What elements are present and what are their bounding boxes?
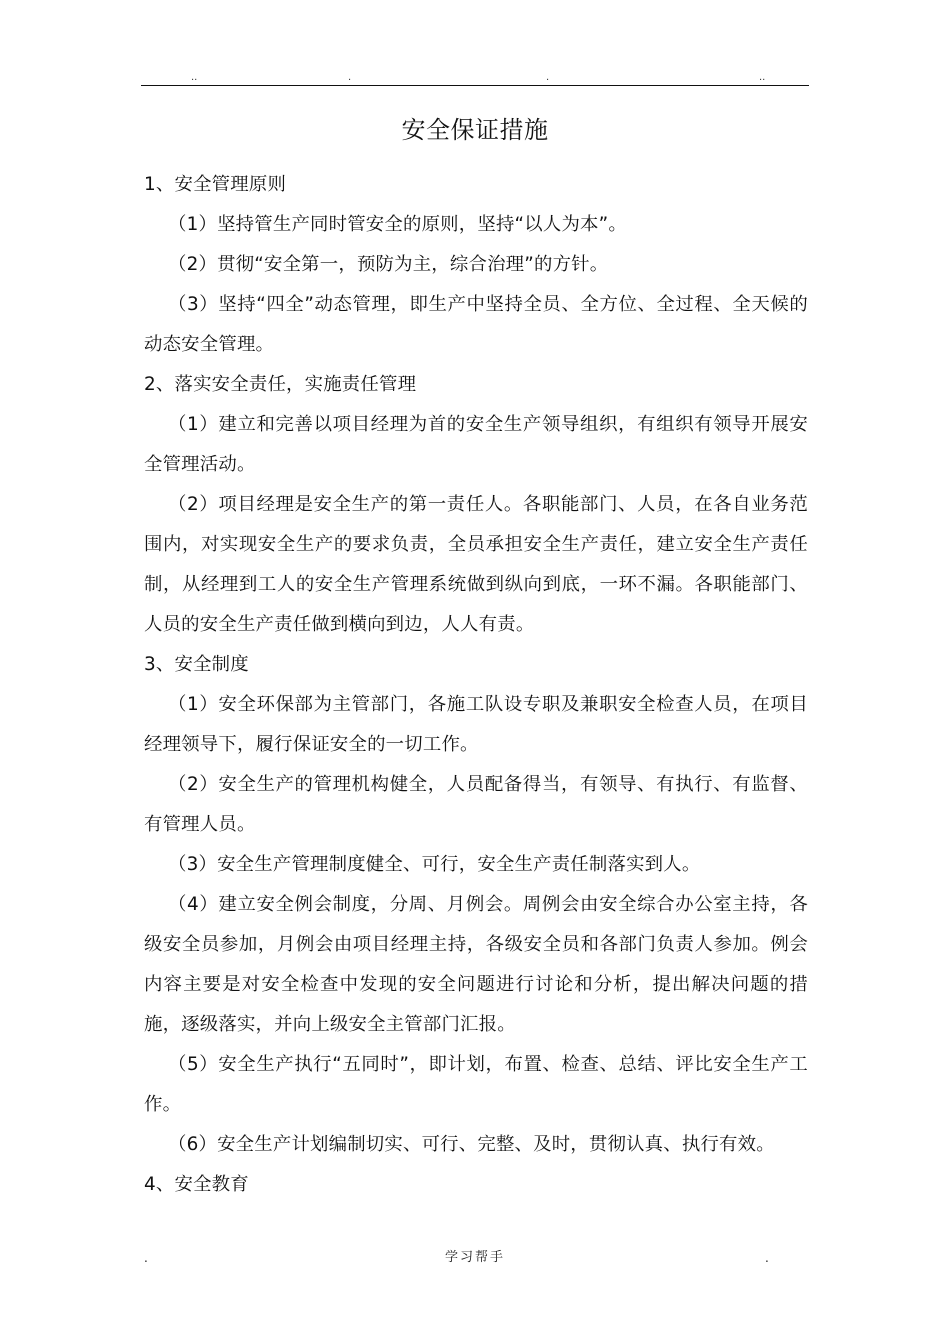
document-title: 安全保证措施 xyxy=(401,116,549,144)
header-mark: . xyxy=(348,72,352,83)
list-item: （1）安全环保部为主管部门，各施工队设专职及兼职安全检查人员，在项目经理领导下，履行保证安全的一切工作。 xyxy=(144,694,808,755)
list-item: （2）贯彻“安全第一，预防为主，综合治理”的方针。 xyxy=(168,254,609,275)
footer-mark-right: . xyxy=(765,1251,769,1265)
page-header-marks xyxy=(0,72,950,84)
section-heading: 2、落实安全责任，实施责任管理 xyxy=(144,374,417,395)
section-heading: 1、安全管理原则 xyxy=(144,174,287,195)
list-item: （3）坚持“四全”动态管理，即生产中坚持全员、全方位、全过程、全天候的动态安全管理。 xyxy=(144,294,808,355)
list-item: （3）安全生产管理制度健全、可行，安全生产责任制落实到人。 xyxy=(168,854,701,875)
list-item: （2）项目经理是安全生产的第一责任人。各职能部门、人员，在各自业务范围内，对实现安全生产的要求负责，全员承担安全生产责任，建立安全生产责任制，从经理到工人的安全生产管理系统做到纵向到底，一环不漏。各职能部门、人员的安全生产责任做到横向到边，人人有责。 xyxy=(144,494,808,635)
footer-mark-left: . xyxy=(144,1251,148,1265)
list-item: （1）建立和完善以项目经理为首的安全生产领导组织，有组织有领导开展安全管理活动。 xyxy=(144,414,808,475)
list-item: （4）建立安全例会制度，分周、月例会。周例会由安全综合办公室主持，各级安全员参加，月例会由项目经理主持，各级安全员和各部门负责人参加。例会内容主要是对安全检查中发现的安全问题进行讨论和分析，提出解决问题的措施，逐级落实，并向上级安全主管部门汇报。 xyxy=(144,894,808,1035)
document-body xyxy=(144,165,808,1205)
header-mark: .. xyxy=(191,72,198,83)
list-item: （2）安全生产的管理机构健全，人员配备得当，有领导、有执行、有监督、有管理人员。 xyxy=(144,774,808,835)
section-heading: 3、安全制度 xyxy=(144,654,249,675)
list-item: （5）安全生产执行“五同时”，即计划，布置、检查、总结、评比安全生产工作。 xyxy=(144,1054,808,1115)
header-mark: . xyxy=(546,72,550,83)
page-footer xyxy=(0,1246,950,1270)
header-rule xyxy=(141,85,809,86)
list-item: （1）坚持管生产同时管安全的原则，坚持“以人为本”。 xyxy=(168,214,627,235)
footer-text: 学习帮手 xyxy=(444,1250,505,1265)
list-item: （6）安全生产计划编制切实、可行、完整、及时，贯彻认真、执行有效。 xyxy=(168,1134,775,1155)
section-heading: 4、安全教育 xyxy=(144,1174,249,1195)
header-mark: .. xyxy=(759,72,766,83)
